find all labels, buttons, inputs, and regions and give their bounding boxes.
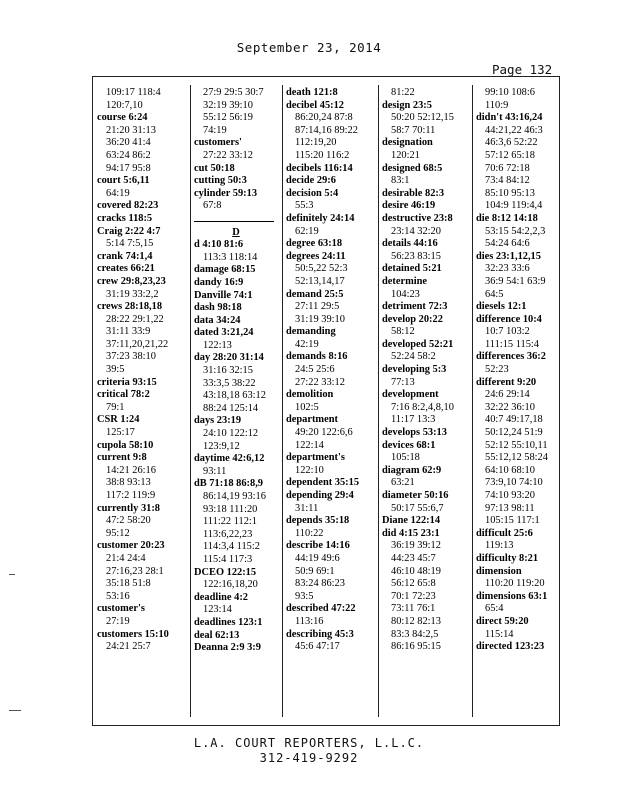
index-term: damage 68:15 xyxy=(194,264,256,276)
index-references: 31:19 33:2,2 xyxy=(106,288,159,300)
index-term: details 44:16 xyxy=(382,238,438,250)
index-references: 122:10 xyxy=(295,464,324,476)
index-term: covered 82:23 xyxy=(97,200,159,212)
index-references: 104:23 xyxy=(391,288,420,300)
index-references: 32:22 36:10 xyxy=(485,401,535,413)
index-term: deadline 4:2 xyxy=(194,591,248,603)
index-references: 94:17 95:8 xyxy=(106,162,151,174)
index-term: day 28:20 31:14 xyxy=(194,352,264,364)
index-column-1 xyxy=(93,87,190,654)
index-references: 79:1 xyxy=(106,401,125,413)
index-references: 49:20 122:6,6 xyxy=(295,427,353,439)
index-term: didn't 43:16,24 xyxy=(476,112,543,124)
index-references: 65:4 xyxy=(485,603,504,615)
index-references: 99:10 108:6 xyxy=(485,87,535,98)
index-references: 39:5 xyxy=(106,364,125,376)
scan-mark xyxy=(9,710,21,711)
index-references: 24:21 25:7 xyxy=(106,641,151,653)
index-references: 122:13 xyxy=(203,339,232,351)
index-references: 115:14 xyxy=(485,628,514,640)
index-references: 44:19 49:6 xyxy=(295,552,340,564)
index-references: 50:5,22 52:3 xyxy=(295,263,348,275)
index-term: CSR 1:24 xyxy=(97,414,140,426)
index-references: 83:1 xyxy=(391,175,410,187)
index-references: 37:11,20,21,22 xyxy=(106,338,169,350)
index-term: Danville 74:1 xyxy=(194,289,253,301)
index-term: dies 23:1,12,15 xyxy=(476,250,541,262)
index-column-4 xyxy=(378,87,472,654)
index-term: currently 31:8 xyxy=(97,502,161,514)
index-term: decision 5:4 xyxy=(286,187,339,199)
index-references: 64:10 68:10 xyxy=(485,464,535,476)
index-term: described 47:22 xyxy=(286,603,356,615)
index-term: customers 15:10 xyxy=(97,628,169,640)
index-references: 123:9,12 xyxy=(203,440,240,452)
index-references: 50:20 52:12,15 xyxy=(391,112,454,124)
section-letter: D xyxy=(232,226,240,238)
index-references: 87:14,16 89:22 xyxy=(295,124,358,136)
index-term: die 8:12 14:18 xyxy=(476,212,538,224)
index-term: customer 20:23 xyxy=(97,540,165,552)
scan-mark xyxy=(9,574,15,575)
index-references: 7:16 8:2,4,8,10 xyxy=(391,401,454,413)
index-term: difficult 25:6 xyxy=(476,527,533,539)
index-references: 57:12 65:18 xyxy=(485,149,535,161)
index-references: 56:23 83:15 xyxy=(391,250,441,262)
index-references: 50:17 55:6,7 xyxy=(391,502,444,514)
index-term: data 34:24 xyxy=(194,314,241,326)
index-term: dB 71:18 86:8,9 xyxy=(194,478,263,490)
index-references: 80:12 82:13 xyxy=(391,615,441,627)
index-term: Craig 2:22 4:7 xyxy=(97,225,161,237)
reporter-name: L.A. COURT REPORTERS, L.L.C. xyxy=(193,736,425,750)
index-references: 93:18 111:20 xyxy=(203,503,258,515)
index-term: current 9:8 xyxy=(97,452,147,464)
index-references: 43:18,18 63:12 xyxy=(203,390,266,402)
index-references: 46:3,6 52:22 xyxy=(485,137,538,149)
index-references: 97:13 98:11 xyxy=(485,502,535,514)
index-references: 53:16 xyxy=(106,590,130,602)
index-references: 74:19 xyxy=(203,124,227,136)
index-term: diesels 12:1 xyxy=(476,301,527,313)
index-term: crank 74:1,4 xyxy=(97,250,153,262)
index-references: 114:3,4 115:2 xyxy=(203,541,260,553)
index-term: decide 29:6 xyxy=(286,175,336,187)
index-column-3 xyxy=(282,87,378,654)
index-references: 74:10 93:20 xyxy=(485,490,535,501)
index-term: desirable 82:3 xyxy=(382,187,445,199)
index-references: 95:12 xyxy=(106,527,130,539)
index-references: 37:23 38:10 xyxy=(106,351,156,363)
index-term: diameter 50:16 xyxy=(382,490,449,501)
index-references: 63:24 86:2 xyxy=(106,149,151,161)
index-term: demand 25:5 xyxy=(286,288,344,300)
index-column-2 xyxy=(190,87,282,655)
index-term: desire 46:19 xyxy=(382,200,436,212)
index-references: 55:12,12 58:24 xyxy=(485,452,548,464)
index-term: Deanna 2:9 3:9 xyxy=(194,642,261,654)
index-references: 31:11 xyxy=(295,502,319,514)
index-references: 73:4 84:12 xyxy=(485,175,530,187)
index-term: days 23:19 xyxy=(194,415,242,427)
index-references: 102:5 xyxy=(295,401,319,413)
index-references: 33:3,5 38:22 xyxy=(203,377,256,389)
index-term: criteria 93:15 xyxy=(97,376,157,388)
index-references: 81:22 xyxy=(391,87,415,98)
index-references: 28:22 29:1,22 xyxy=(106,313,164,325)
index-term: depends 35:18 xyxy=(286,515,350,527)
index-references: 111:15 115:4 xyxy=(485,338,539,350)
index-references: 123:14 xyxy=(203,604,232,616)
index-term: demanding xyxy=(286,326,336,338)
index-references: 36:19 39:12 xyxy=(391,540,441,552)
index-references: 113:16 xyxy=(295,615,324,627)
index-term: development xyxy=(382,389,439,401)
index-term: cupola 58:10 xyxy=(97,439,154,451)
index-references: 10:7 103:2 xyxy=(485,326,530,338)
index-term: describe 14:16 xyxy=(286,540,350,552)
index-references: 110:22 xyxy=(295,527,324,539)
index-references: 45:6 47:17 xyxy=(295,641,340,653)
index-term: diagram 62:9 xyxy=(382,464,442,476)
index-references: 31:19 39:10 xyxy=(295,313,345,325)
index-references: 122:14 xyxy=(295,439,324,451)
index-term: depending 29:4 xyxy=(286,490,354,501)
word-index-table xyxy=(92,76,560,726)
index-references: 27:22 33:12 xyxy=(203,149,253,161)
index-references: 5:14 7:5,15 xyxy=(106,238,154,250)
index-references: 55:12 56:19 xyxy=(203,112,253,124)
index-references: 122:16,18,20 xyxy=(203,579,258,591)
index-references: 31:11 33:9 xyxy=(106,326,151,338)
index-term: detained 5:21 xyxy=(382,263,442,275)
index-term: Diane 122:14 xyxy=(382,515,441,527)
index-term: different 9:20 xyxy=(476,376,537,388)
index-references: 23:14 32:20 xyxy=(391,225,441,237)
index-term: demands 8:16 xyxy=(286,351,348,363)
index-references: 113:3 118:14 xyxy=(203,251,258,263)
index-references: 120:7,10 xyxy=(106,99,143,111)
index-term: crew 29:8,23,23 xyxy=(97,275,166,287)
index-references: 64:5 xyxy=(485,288,504,300)
index-references: 77:13 xyxy=(391,376,415,388)
index-term: destructive 23:8 xyxy=(382,212,453,224)
index-term: developed 52:21 xyxy=(382,338,454,350)
index-term: critical 78:2 xyxy=(97,389,150,401)
index-references: 21:4 24:4 xyxy=(106,552,146,564)
index-references: 105:18 xyxy=(391,452,420,464)
index-term: deadlines 123:1 xyxy=(194,616,263,628)
index-term: describing 45:3 xyxy=(286,628,354,640)
index-term: department's xyxy=(286,452,345,464)
index-references: 27:9 29:5 30:7 xyxy=(203,87,264,98)
index-references: 117:2 119:9 xyxy=(106,490,156,501)
index-references: 27:11 29:5 xyxy=(295,301,340,313)
index-references: 105:15 117:1 xyxy=(485,515,540,527)
index-references: 93:5 xyxy=(295,590,314,602)
index-references: 73:11 76:1 xyxy=(391,603,436,615)
index-term: daytime 42:6,12 xyxy=(194,453,265,465)
index-references: 27:22 33:12 xyxy=(295,376,345,388)
index-term: court 5:6,11 xyxy=(97,175,150,187)
index-term: department xyxy=(286,414,338,426)
index-references: 86:14,19 93:16 xyxy=(203,491,266,502)
index-term: creates 66:21 xyxy=(97,263,155,275)
index-references: 50:12,24 51:9 xyxy=(485,427,543,439)
index-term: design 23:5 xyxy=(382,99,432,111)
index-term: cutting 50:3 xyxy=(194,175,247,187)
page-number: Page 132 xyxy=(492,62,553,77)
index-term: develop 20:22 xyxy=(382,313,443,325)
index-references: 113:6,22,23 xyxy=(203,528,253,540)
index-references: 52:23 xyxy=(485,364,509,376)
index-references: 63:21 xyxy=(391,477,415,489)
index-references: 38:8 93:13 xyxy=(106,477,151,489)
index-term: dimensions 63:1 xyxy=(476,590,548,602)
index-references: 58:12 xyxy=(391,326,415,338)
index-references: 55:3 xyxy=(295,200,314,212)
index-references: 44:21,22 46:3 xyxy=(485,124,543,136)
index-term: cylinder 59:13 xyxy=(194,187,258,199)
index-references: 52:13,14,17 xyxy=(295,275,345,287)
index-term: death 121:8 xyxy=(286,87,338,98)
index-term: decibel 45:12 xyxy=(286,99,345,111)
page-date: September 23, 2014 xyxy=(236,40,382,55)
index-references: 11:17 13:3 xyxy=(391,414,436,426)
index-term: differences 36:2 xyxy=(476,351,546,363)
index-references: 24:5 25:6 xyxy=(295,364,335,376)
index-references: 21:20 31:13 xyxy=(106,124,156,136)
index-references: 111:22 112:1 xyxy=(203,516,257,528)
index-term: d 4:10 81:6 xyxy=(194,239,244,251)
index-term: designation xyxy=(382,137,433,149)
index-term: direct 59:20 xyxy=(476,615,529,627)
index-references: 112:19,20 xyxy=(295,137,337,149)
index-references: 36:20 41:4 xyxy=(106,137,151,149)
index-term: customers' xyxy=(194,137,242,149)
index-references: 40:7 49:17,18 xyxy=(485,414,543,426)
index-references: 31:16 32:15 xyxy=(203,365,253,377)
index-term: did 4:15 23:1 xyxy=(382,527,440,539)
index-term: determine xyxy=(382,275,428,287)
index-references: 44:23 45:7 xyxy=(391,552,436,564)
index-term: demolition xyxy=(286,389,334,401)
index-term: develops 53:13 xyxy=(382,427,447,439)
index-references: 27:19 xyxy=(106,615,130,627)
index-term: decibels 116:14 xyxy=(286,162,353,174)
index-term: difficulty 8:21 xyxy=(476,552,539,564)
index-references: 85:10 95:13 xyxy=(485,187,535,199)
index-term: directed 123:23 xyxy=(476,641,545,653)
index-references: 110:9 xyxy=(485,99,509,111)
index-term: cracks 118:5 xyxy=(97,212,153,224)
index-references: 27:16,23 28:1 xyxy=(106,565,164,577)
index-references: 119:13 xyxy=(485,540,514,552)
index-references: 32:19 39:10 xyxy=(203,99,253,111)
index-term: crews 28:18,18 xyxy=(97,301,163,313)
index-references: 36:9 54:1 63:9 xyxy=(485,275,546,287)
index-references: 115:4 117:3 xyxy=(203,553,253,565)
index-references: 93:11 xyxy=(203,465,227,477)
index-references: 24:6 29:14 xyxy=(485,389,530,401)
index-term: course 6:24 xyxy=(97,112,148,124)
index-references: 32:23 33:6 xyxy=(485,263,530,275)
index-references: 52:24 58:2 xyxy=(391,351,436,363)
index-term: dimension xyxy=(476,565,522,577)
index-column-5 xyxy=(472,87,561,654)
index-references: 35:18 51:8 xyxy=(106,578,151,590)
index-references: 47:2 58:20 xyxy=(106,515,151,527)
index-references: 46:10 48:19 xyxy=(391,565,441,577)
index-term: detriment 72:3 xyxy=(382,301,448,313)
index-term: dandy 16:9 xyxy=(194,276,244,288)
index-references: 115:20 116:2 xyxy=(295,149,350,161)
index-term: cut 50:18 xyxy=(194,162,235,174)
index-references: 42:19 xyxy=(295,338,319,350)
index-term: degrees 24:11 xyxy=(286,250,346,262)
index-references: 86:16 95:15 xyxy=(391,641,441,653)
index-references: 125:17 xyxy=(106,427,135,439)
index-references: 110:20 119:20 xyxy=(485,578,545,590)
reporter-phone: 312-419-9292 xyxy=(259,751,359,765)
index-references: 56:12 65:8 xyxy=(391,578,436,590)
index-term: deal 62:13 xyxy=(194,629,240,641)
index-references: 88:24 125:14 xyxy=(203,402,259,414)
index-term: DCEO 122:15 xyxy=(194,566,257,578)
index-references: 62:19 xyxy=(295,225,319,237)
index-term: dated 3:21,24 xyxy=(194,327,254,339)
index-references: 86:20,24 87:8 xyxy=(295,112,353,124)
index-references: 70:1 72:23 xyxy=(391,590,436,602)
index-references: 67:8 xyxy=(203,200,222,212)
index-term: designed 68:5 xyxy=(382,162,443,174)
index-references: 83:3 84:2,5 xyxy=(391,628,439,640)
index-term: devices 68:1 xyxy=(382,439,436,451)
index-term: dependent 35:15 xyxy=(286,477,360,489)
index-references: 73:9,10 74:10 xyxy=(485,477,543,489)
index-references: 83:24 86:23 xyxy=(295,578,345,590)
index-references: 109:17 118:4 xyxy=(106,87,161,98)
index-term: dash 98:18 xyxy=(194,302,242,314)
index-references: 52:12 55:10,11 xyxy=(485,439,548,451)
index-references: 50:9 69:1 xyxy=(295,565,335,577)
index-term: developing 5:3 xyxy=(382,364,447,376)
index-term: degree 63:18 xyxy=(286,238,343,250)
index-references: 64:19 xyxy=(106,187,130,199)
index-term: customer's xyxy=(97,603,145,615)
index-references: 58:7 70:11 xyxy=(391,124,436,136)
index-term: difference 10:4 xyxy=(476,313,542,325)
index-references: 53:15 54:2,2,3 xyxy=(485,225,546,237)
section-rule xyxy=(194,213,274,222)
index-term: definitely 24:14 xyxy=(286,212,355,224)
index-references: 70:6 72:18 xyxy=(485,162,530,174)
index-references: 14:21 26:16 xyxy=(106,464,156,476)
index-references: 54:24 64:6 xyxy=(485,238,530,250)
index-references: 24:10 122:12 xyxy=(203,428,259,440)
index-references: 104:9 119:4,4 xyxy=(485,200,543,212)
index-references: 120:21 xyxy=(391,149,420,161)
